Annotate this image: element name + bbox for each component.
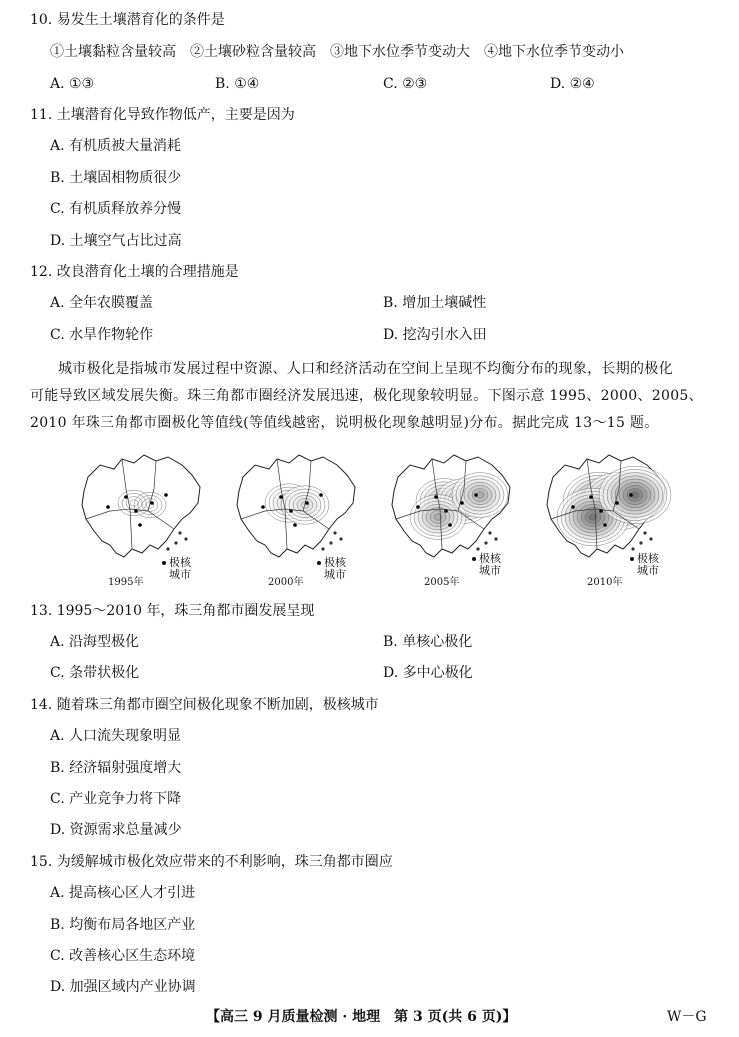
pole-city-dot (444, 509, 448, 513)
map-2005-year: 2005年 (424, 577, 460, 588)
map-2005-graphic (380, 449, 530, 579)
map-2010-legend: 极核 城市 (630, 553, 659, 577)
pole-city-dot-icon (472, 557, 476, 561)
map-1995-year: 1995年 (108, 577, 144, 588)
island (649, 537, 652, 540)
island (484, 541, 487, 544)
pole-city-dot-icon (162, 561, 166, 565)
pole-city-dot (289, 509, 293, 513)
passage-line-2: 可能导致区域发展失衡。珠三角都市圈经济发展迅速，极化现象较明显。下图示意 1995、2000、2005、 (30, 388, 703, 404)
passage-line-1: 城市极化是指城市发展过程中资源、人口和经济活动在空间上呈现不均衡分布的现象，长期的极化 (58, 361, 673, 377)
q14-option-d: D. 资源需求总量减少 (50, 822, 182, 838)
map-2000 (225, 449, 375, 589)
pole-city-dot (106, 505, 110, 509)
q14-option-c: C. 产业竞争力将下降 (50, 791, 182, 807)
passage-line-3: 2010 年珠三角都市圈极化等值线(等值线越密，说明极化现象越明显)分布。据此完成 13～15 题。 (30, 415, 659, 431)
q15-option-c: C. 改善核心区生态环境 (50, 948, 196, 964)
map-2005-legend: 极核 城市 (472, 553, 501, 577)
q10-stem: 10. 易发生土壤潜育化的条件是 (30, 12, 225, 28)
q12-stem: 12. 改良潜育化土壤的合理措施是 (30, 264, 239, 280)
pole-city-dot (134, 509, 138, 513)
pole-city-dot (434, 495, 438, 499)
pole-city-dot (124, 495, 128, 499)
island (321, 547, 324, 550)
pole-city-dot (305, 501, 309, 505)
map-2010-year: 2010年 (587, 577, 623, 588)
pole-city-dot-icon (317, 561, 321, 565)
pole-city-dot (138, 523, 142, 527)
pole-city-dot (293, 523, 297, 527)
pole-city-dot (603, 523, 607, 527)
q14-stem: 14. 随着珠三角都市圈空间极化现象不断加剧，极核城市 (30, 697, 379, 713)
q12-option-c: C. 水旱作物轮作 (50, 327, 154, 343)
map-2010 (535, 449, 685, 589)
pole-city-dot (474, 493, 478, 497)
pole-city-dot (416, 505, 420, 509)
q11-option-c: C. 有机质释放养分慢 (50, 201, 182, 217)
q13-option-b: B. 单核心极化 (383, 634, 473, 650)
map-1995-graphic (70, 449, 220, 579)
map-2000-year: 2000年 (268, 577, 304, 588)
island (174, 541, 177, 544)
q12-option-b: B. 增加土壤碱性 (383, 295, 487, 311)
island (639, 541, 642, 544)
q11-option-b: B. 土壤固相物质很少 (50, 170, 182, 186)
q13-option-a: A. 沿海型极化 (50, 634, 140, 650)
island (184, 537, 187, 540)
q15-stem: 15. 为缓解城市极化效应带来的不利影响，珠三角都市圈应 (30, 854, 393, 870)
island (488, 531, 491, 534)
q10-option-d: D. ②④ (550, 76, 595, 92)
page-footer: 【高三 9 月质量检测 · 地理 第 3 页(共 6 页)】 (206, 1009, 517, 1025)
q11-stem: 11. 土壤潜育化导致作物低产，主要是因为 (30, 107, 295, 123)
q10-option-a: A. ①③ (50, 76, 95, 92)
q14-option-b: B. 经济辐射强度增大 (50, 760, 182, 776)
q15-option-b: B. 均衡布局各地区产业 (50, 917, 196, 933)
q13-stem: 13. 1995～2010 年，珠三角都市圈发展呈现 (30, 603, 315, 619)
pole-city-dot (261, 505, 265, 509)
pole-city-dot (629, 493, 633, 497)
q13-option-d: D. 多中心极化 (383, 665, 473, 681)
map-2010-graphic (535, 449, 685, 579)
pole-city-dot (571, 505, 575, 509)
q13-option-c: C. 条带状极化 (50, 665, 140, 681)
pole-city-dot (164, 493, 168, 497)
q12-option-a: A. 全年农膜覆盖 (50, 295, 154, 311)
q12-option-d: D. 挖沟引水入田 (383, 327, 487, 343)
pole-city-dot-icon (630, 557, 634, 561)
q10-option-b: B. ①④ (215, 76, 260, 92)
q10-items: ①土壤黏粒含量较高 ②土壤砂粒含量较高 ③地下水位季节变动大 ④地下水位季节变动小 (50, 44, 624, 60)
pole-city-dot (615, 501, 619, 505)
pole-city-dot (589, 495, 593, 499)
q14-option-a: A. 人口流失现象明显 (50, 728, 182, 744)
map-2005 (380, 449, 530, 589)
pole-city-dot (448, 523, 452, 527)
pole-city-dot (319, 493, 323, 497)
island (476, 547, 479, 550)
pole-city-dot (279, 495, 283, 499)
polarization-maps-figure (70, 449, 670, 589)
island (166, 547, 169, 550)
q11-option-a: A. 有机质被大量消耗 (50, 138, 182, 154)
q11-option-d: D. 土壤空气占比过高 (50, 233, 182, 249)
pole-city-dot (460, 501, 464, 505)
q15-option-d: D. 加强区域内产业协调 (50, 979, 196, 995)
island (333, 531, 336, 534)
map-2000-graphic (225, 449, 375, 579)
page-code: W－G (667, 1009, 707, 1025)
island (643, 531, 646, 534)
pole-city-dot (599, 509, 603, 513)
island (178, 531, 181, 534)
island (339, 537, 342, 540)
q10-option-c: C. ②③ (383, 76, 428, 92)
island (631, 547, 634, 550)
island (494, 537, 497, 540)
map-1995-legend: 极核 城市 (162, 557, 191, 581)
map-2000-legend: 极核 城市 (317, 557, 346, 581)
pole-city-dot (150, 501, 154, 505)
island (329, 541, 332, 544)
q15-option-a: A. 提高核心区人才引进 (50, 885, 196, 901)
map-1995 (70, 449, 220, 589)
